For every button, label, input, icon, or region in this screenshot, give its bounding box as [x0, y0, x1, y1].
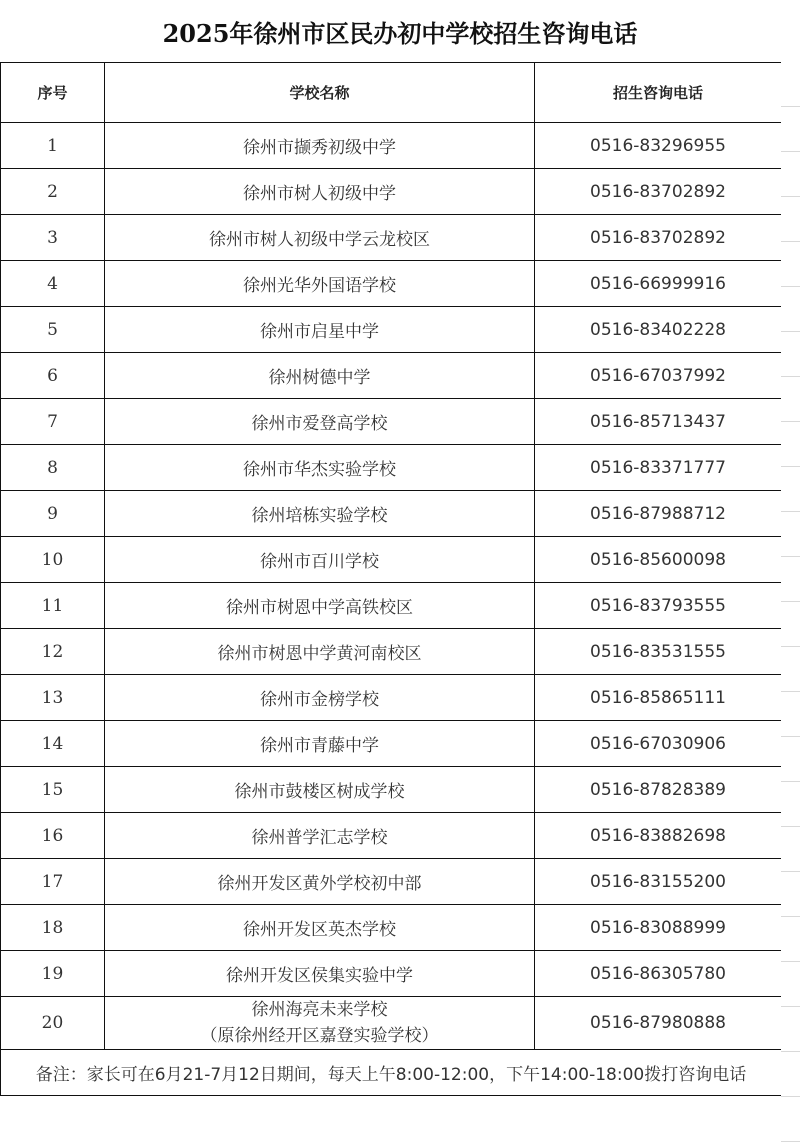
row-num: 18	[1, 905, 105, 951]
note-row	[1, 1050, 782, 1096]
row-school: 徐州市青藤中学	[105, 721, 535, 767]
row-school: 徐州光华外国语学校	[105, 261, 535, 307]
table-row	[1, 675, 782, 721]
row-phone: 0516-83882698	[535, 813, 782, 859]
row-phone: 0516-83155200	[535, 859, 782, 905]
table-row	[1, 721, 782, 767]
row-num: 19	[1, 951, 105, 997]
row-school	[105, 997, 535, 1050]
spreadsheet-gridlines	[781, 62, 800, 1145]
row-school: 徐州培栋实验学校	[105, 491, 535, 537]
row-school: 徐州市华杰实验学校	[105, 445, 535, 491]
table-row	[1, 307, 782, 353]
row-school: 徐州树德中学	[105, 353, 535, 399]
row-num: 17	[1, 859, 105, 905]
row-num: 6	[1, 353, 105, 399]
row-num: 9	[1, 491, 105, 537]
note-text: 备注：家长可在6月21-7月12日期间，每天上午8:00-12:00，下午14:00-18:00拨打咨询电话	[1, 1050, 782, 1096]
table-row	[1, 583, 782, 629]
row-num: 16	[1, 813, 105, 859]
row-num: 15	[1, 767, 105, 813]
row-phone: 0516-66999916	[535, 261, 782, 307]
table-row	[1, 353, 782, 399]
row-phone: 0516-87980888	[535, 997, 782, 1050]
table-row	[1, 445, 782, 491]
row-num: 10	[1, 537, 105, 583]
header-phone: 招生咨询电话	[535, 63, 782, 123]
row-phone: 0516-85865111	[535, 675, 782, 721]
row-num: 13	[1, 675, 105, 721]
table-row	[1, 215, 782, 261]
row-phone: 0516-87828389	[535, 767, 782, 813]
row-school: 徐州市金榜学校	[105, 675, 535, 721]
table-header-row	[1, 63, 782, 123]
row-school: 徐州市树恩中学高铁校区	[105, 583, 535, 629]
table-row	[1, 399, 782, 445]
row-phone: 0516-83531555	[535, 629, 782, 675]
row-phone: 0516-85600098	[535, 537, 782, 583]
row-school: 徐州市树人初级中学	[105, 169, 535, 215]
row-school: 徐州市百川学校	[105, 537, 535, 583]
row-phone: 0516-85713437	[535, 399, 782, 445]
row-school: 徐州开发区英杰学校	[105, 905, 535, 951]
table-row	[1, 169, 782, 215]
table-row	[1, 629, 782, 675]
header-school: 学校名称	[105, 63, 535, 123]
row-phone: 0516-83296955	[535, 123, 782, 169]
row-phone: 0516-83402228	[535, 307, 782, 353]
row-num: 2	[1, 169, 105, 215]
row-num: 14	[1, 721, 105, 767]
row-num: 8	[1, 445, 105, 491]
table-row	[1, 491, 782, 537]
row-phone: 0516-83793555	[535, 583, 782, 629]
row-phone: 0516-83702892	[535, 215, 782, 261]
row-num: 5	[1, 307, 105, 353]
school-name-line-2: （原徐州经开区嘉登实验学校）	[200, 1026, 439, 1046]
row-num: 1	[1, 123, 105, 169]
row-school: 徐州市树人初级中学云龙校区	[105, 215, 535, 261]
table-row	[1, 537, 782, 583]
row-school: 徐州开发区黄外学校初中部	[105, 859, 535, 905]
row-phone: 0516-87988712	[535, 491, 782, 537]
table-row	[1, 997, 782, 1050]
row-school: 徐州市爱登高学校	[105, 399, 535, 445]
table-body	[1, 123, 782, 997]
row-num: 3	[1, 215, 105, 261]
row-phone: 0516-83371777	[535, 445, 782, 491]
table-tail	[1, 997, 782, 1096]
table-row	[1, 123, 782, 169]
row-school: 徐州市撷秀初级中学	[105, 123, 535, 169]
row-school: 徐州市启星中学	[105, 307, 535, 353]
school-phone-table	[0, 62, 782, 1096]
page-title: 2025年徐州市区民办初中学校招生咨询电话	[162, 18, 638, 48]
row-school: 徐州开发区侯集实验中学	[105, 951, 535, 997]
row-num: 11	[1, 583, 105, 629]
row-school: 徐州市鼓楼区树成学校	[105, 767, 535, 813]
table-row	[1, 859, 782, 905]
row-phone: 0516-86305780	[535, 951, 782, 997]
row-phone: 0516-67030906	[535, 721, 782, 767]
school-name-line-1: 徐州海亮未来学校	[251, 1000, 388, 1020]
row-num: 4	[1, 261, 105, 307]
table-row	[1, 767, 782, 813]
row-num: 20	[1, 997, 105, 1050]
table-row	[1, 813, 782, 859]
row-num: 12	[1, 629, 105, 675]
row-num: 7	[1, 399, 105, 445]
row-school: 徐州市树恩中学黄河南校区	[105, 629, 535, 675]
table-row	[1, 905, 782, 951]
header-num: 序号	[1, 63, 105, 123]
row-school: 徐州普学汇志学校	[105, 813, 535, 859]
table-row	[1, 261, 782, 307]
row-phone: 0516-83088999	[535, 905, 782, 951]
row-phone: 0516-67037992	[535, 353, 782, 399]
table-row	[1, 951, 782, 997]
row-phone: 0516-83702892	[535, 169, 782, 215]
